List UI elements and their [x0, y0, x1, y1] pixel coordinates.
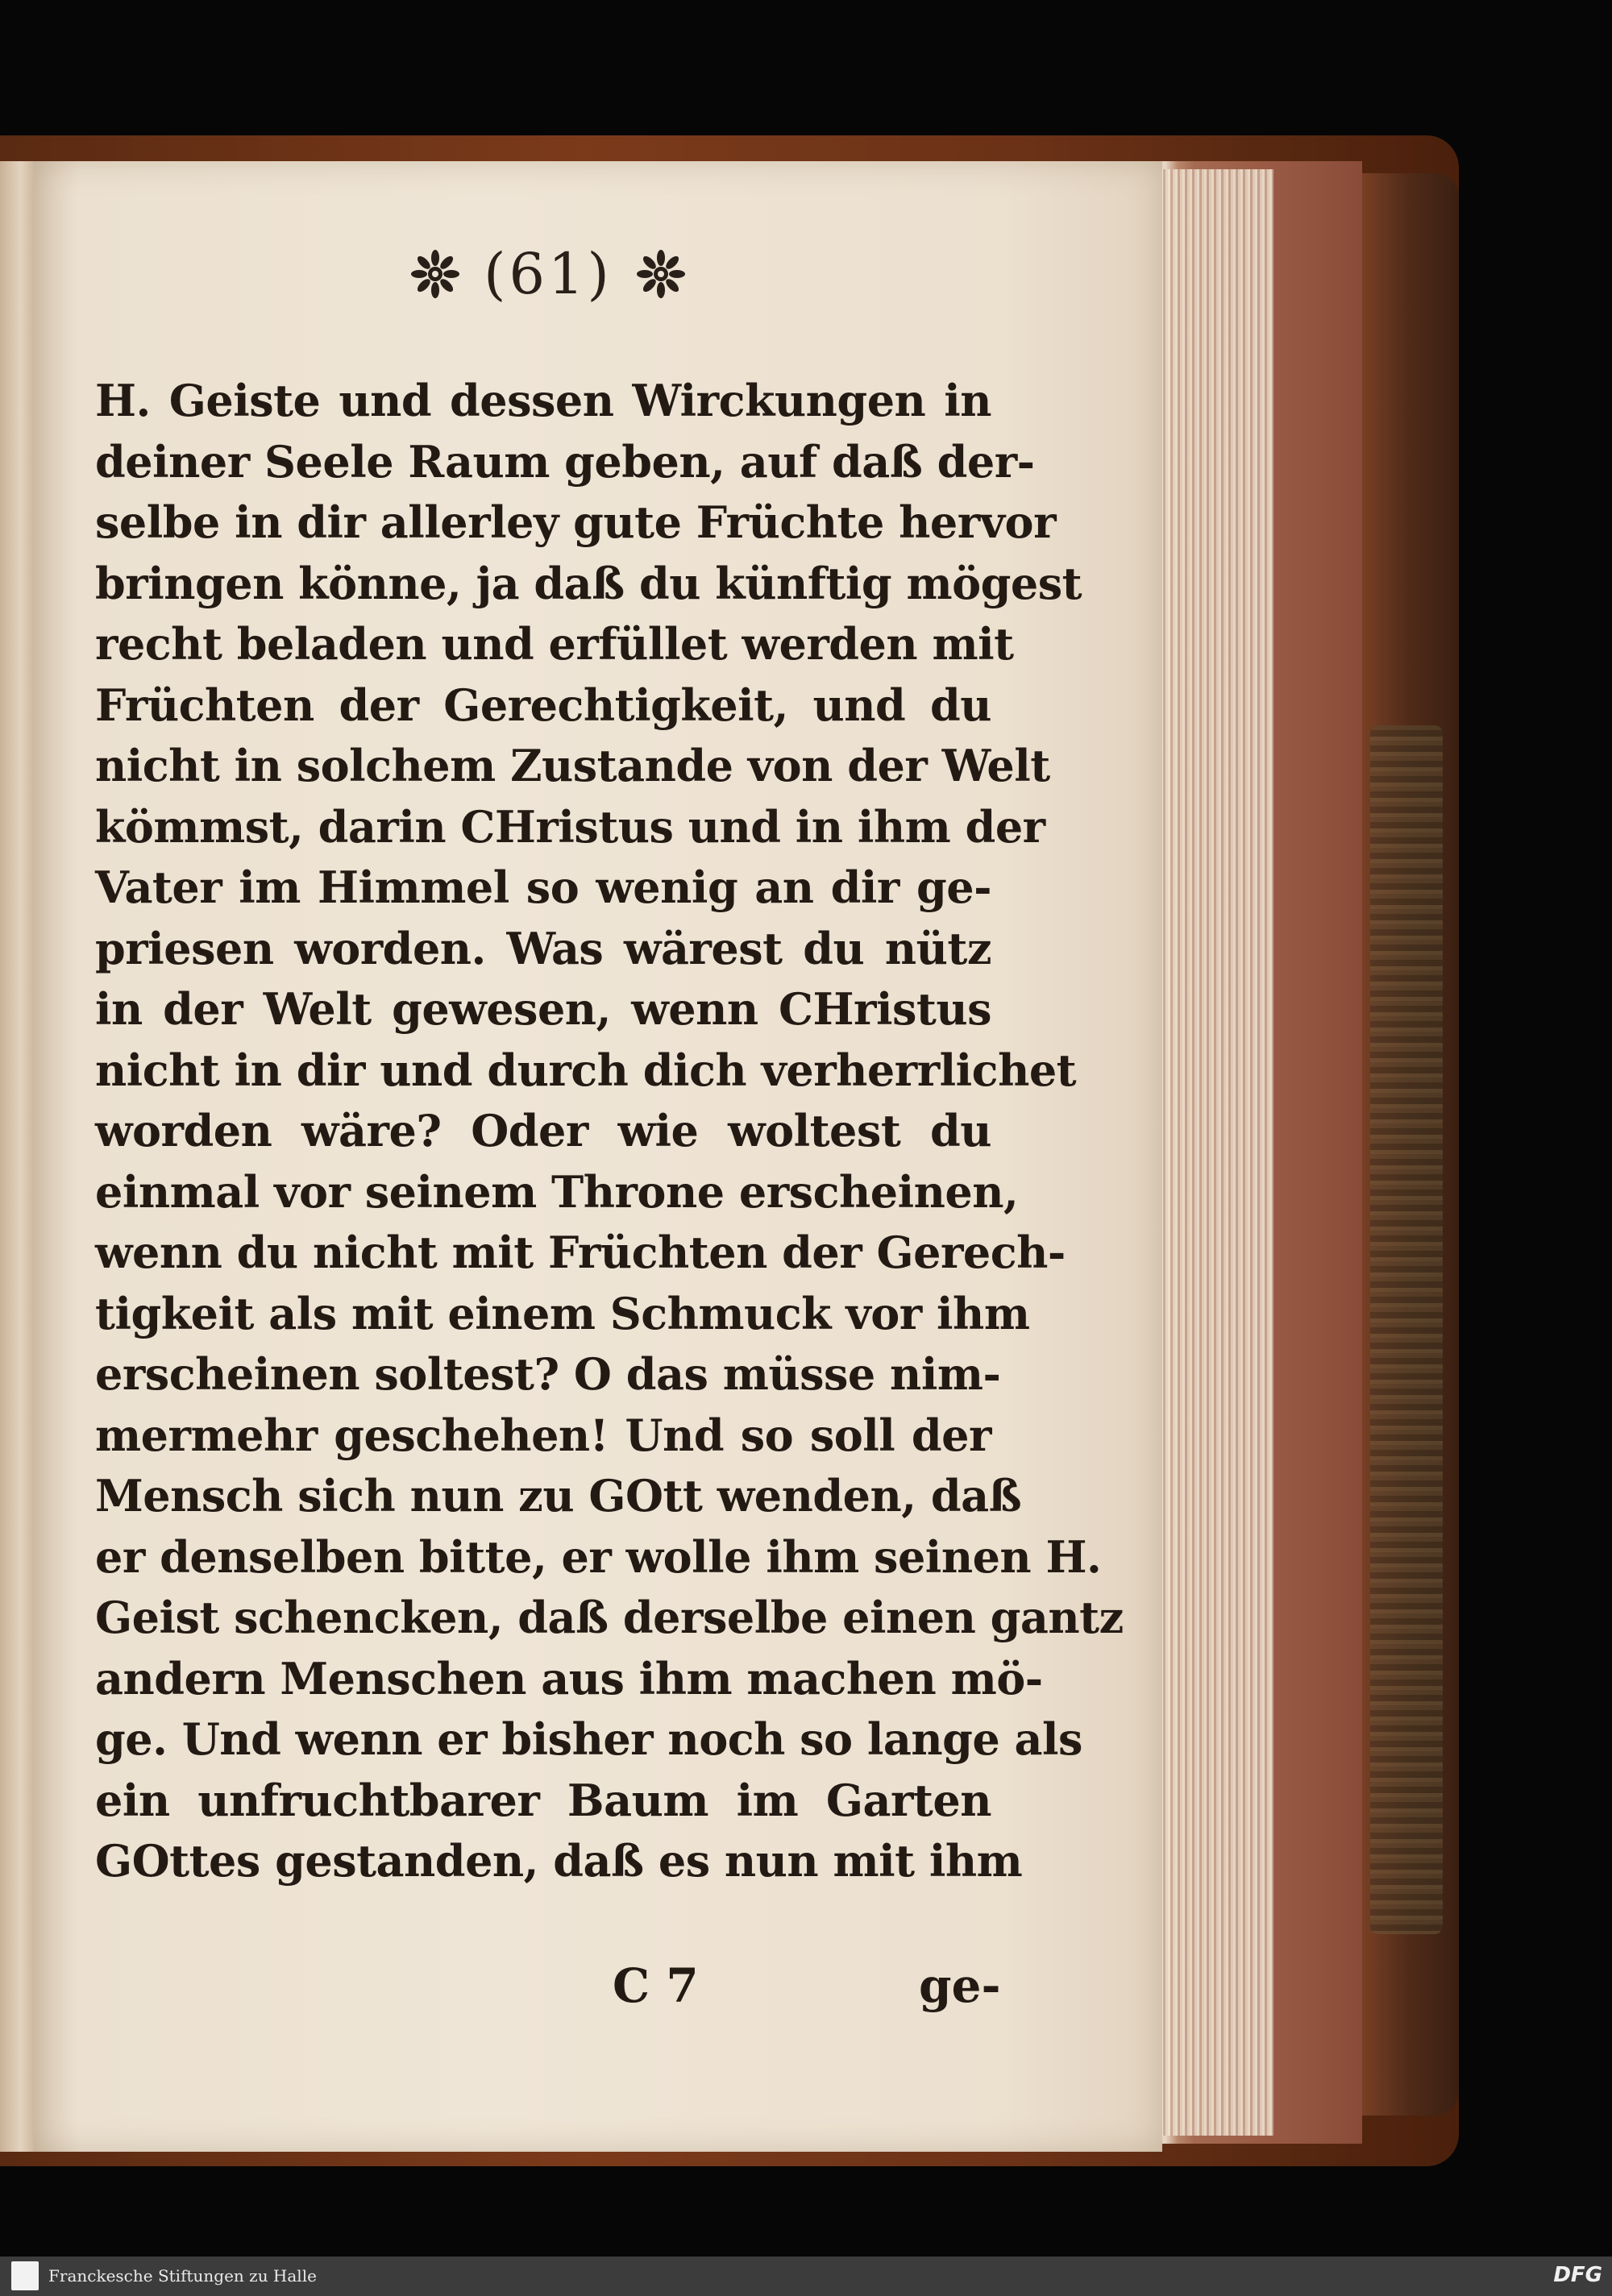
catchword: ge- — [919, 1958, 1001, 2013]
institution-logo-icon — [11, 2261, 39, 2290]
text-line: ge. Und wenn er bisher noch so lange als — [95, 1713, 1082, 1765]
signature-mark: C 7 — [613, 1958, 699, 2013]
text-line: tigkeit als mit einem Schmuck vor ihm — [95, 1287, 1030, 1339]
text-line: in der Welt gewesen, wenn CHristus — [95, 983, 991, 1035]
page-stack — [1161, 169, 1273, 2136]
text-line: priesen worden. Was wärest du nütz — [95, 922, 991, 974]
page-header — [387, 234, 709, 314]
text-line: bringen könne, ja daß du künftig mögest — [95, 557, 1082, 609]
institution-name: Franckesche Stiftungen zu Halle — [48, 2266, 317, 2286]
text-line: erscheinen soltest? O das müsse nim- — [95, 1348, 1001, 1400]
text-line: Früchten der Gerechtigkeit, und du — [95, 679, 991, 731]
text-line: recht beladen und erfüllet werden mit — [95, 618, 1014, 670]
text-line: er denselben bitte, er wolle ihm seinen H. — [95, 1530, 1102, 1583]
text-line: mermehr geschehen! Und so soll der — [95, 1409, 991, 1461]
text-line: GOttes gestanden, daß es nun mit ihm — [95, 1835, 1023, 1887]
rosette-ornament-icon — [409, 248, 461, 300]
text-line: wenn du nicht mit Früchten der Gerech- — [95, 1227, 1066, 1278]
text-line: Geist schencken, daß derselbe einen gantz — [95, 1592, 1124, 1643]
text-line: kömmst, darin CHristus und in ihm der — [95, 800, 1045, 853]
text-line: nicht in solchem Zustande von der Welt — [95, 740, 1050, 791]
text-line: andern Menschen aus ihm machen mö- — [95, 1652, 1043, 1704]
text-line: nicht in dir und durch dich verherrlichet — [95, 1044, 1077, 1096]
cover-texture — [1370, 725, 1443, 1934]
text-line: worden wäre? Oder wie woltest du — [95, 1105, 991, 1156]
rosette-ornament-icon — [635, 248, 687, 300]
text-line: selbe in dir allerley gute Früchte hervor — [95, 496, 1057, 548]
text-line: Vater im Himmel so wenig an dir ge- — [95, 862, 991, 913]
text-line: H. Geiste und dessen Wirckungen in — [95, 375, 991, 426]
text-line: einmal vor seinem Throne erscheinen, — [95, 1165, 1019, 1218]
text-line: ein unfruchtbarer Baum im Garten — [95, 1774, 991, 1826]
left-page-edge — [0, 161, 34, 2152]
body-text — [95, 371, 1124, 1892]
text-line: Mensch sich nun zu GOtt wenden, daß — [95, 1470, 1022, 1522]
page-number: (61) — [484, 241, 613, 307]
dfg-badge: DFG — [1553, 2263, 1602, 2287]
footer-bar — [0, 2257, 1612, 2296]
text-line: deiner Seele Raum geben, auf daß der- — [95, 435, 1035, 488]
